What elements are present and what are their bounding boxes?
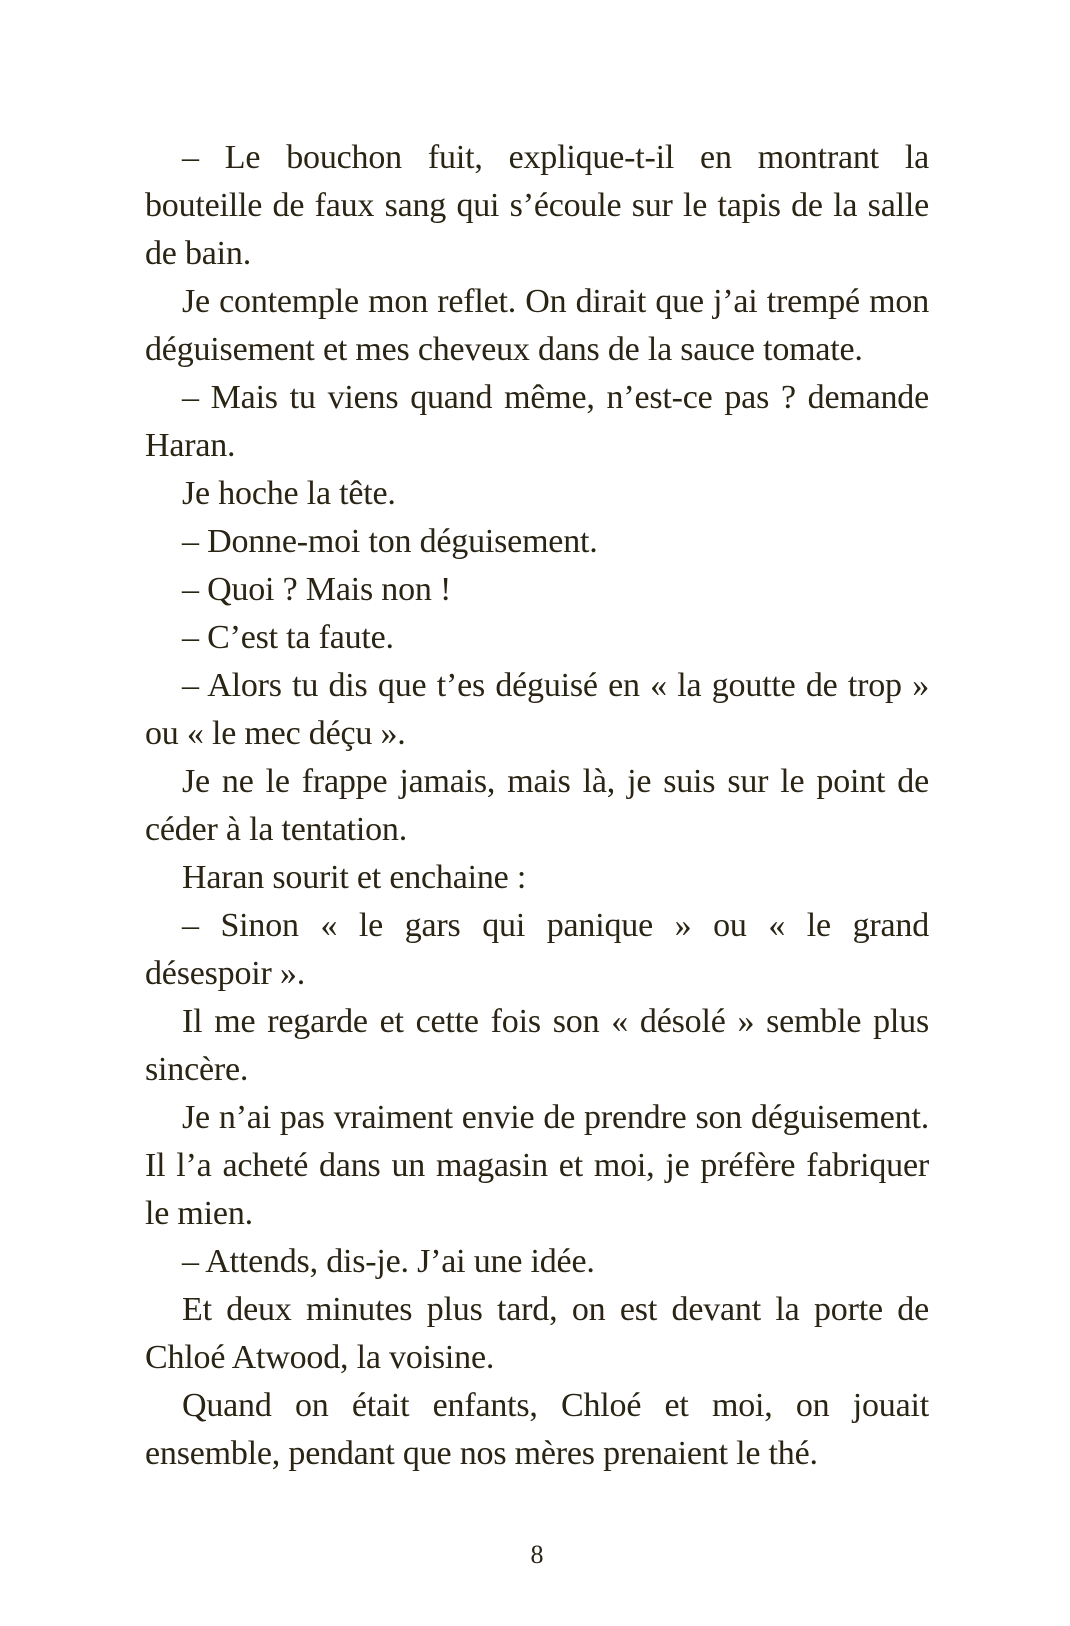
paragraph: Je n’ai pas vraiment envie de prendre son déguisement. Il l’a acheté dans un magasin et moi, je préfère fabriquer le mien. — [145, 1099, 929, 1232]
paragraph: – Mais tu viens quand même, n’est-ce pas ? demande Haran. — [145, 379, 929, 464]
paragraph: Je hoche la tête. — [182, 475, 396, 512]
paragraph: Je contemple mon reflet. On dirait que j’ai trempé mon déguisement et mes cheveux dans de la sauce tomate. — [145, 283, 929, 368]
paragraph: – Le bouchon fuit, explique-t-il en montrant la bouteille de faux sang qui s’écoule sur le tapis de la salle de bain. — [145, 139, 929, 272]
page-number: 8 — [530, 1540, 544, 1569]
paragraph: – Attends, dis-je. J’ai une idée. — [182, 1243, 595, 1280]
paragraph: Haran sourit et enchaine : — [182, 859, 527, 896]
paragraph: – Quoi ? Mais non ! — [182, 571, 452, 608]
paragraph: – Alors tu dis que t’es déguisé en « la goutte de trop » ou « le mec déçu ». — [145, 667, 929, 752]
paragraph: Quand on était enfants, Chloé et moi, on jouait ensemble, pendant que nos mères prenaient le thé. — [145, 1387, 929, 1472]
paragraph: – Sinon « le gars qui panique » ou « le grand désespoir ». — [145, 907, 929, 992]
paragraph: Et deux minutes plus tard, on est devant la porte de Chloé Atwood, la voisine. — [145, 1291, 929, 1376]
paragraph: – Donne-moi ton déguisement. — [182, 523, 598, 560]
paragraph: Il me regarde et cette fois son « désolé » semble plus sincère. — [145, 1003, 929, 1088]
paragraph: – C’est ta faute. — [182, 619, 394, 656]
page-text-block — [145, 134, 929, 1478]
paragraph: Je ne le frappe jamais, mais là, je suis sur le point de céder à la tentation. — [145, 763, 929, 848]
